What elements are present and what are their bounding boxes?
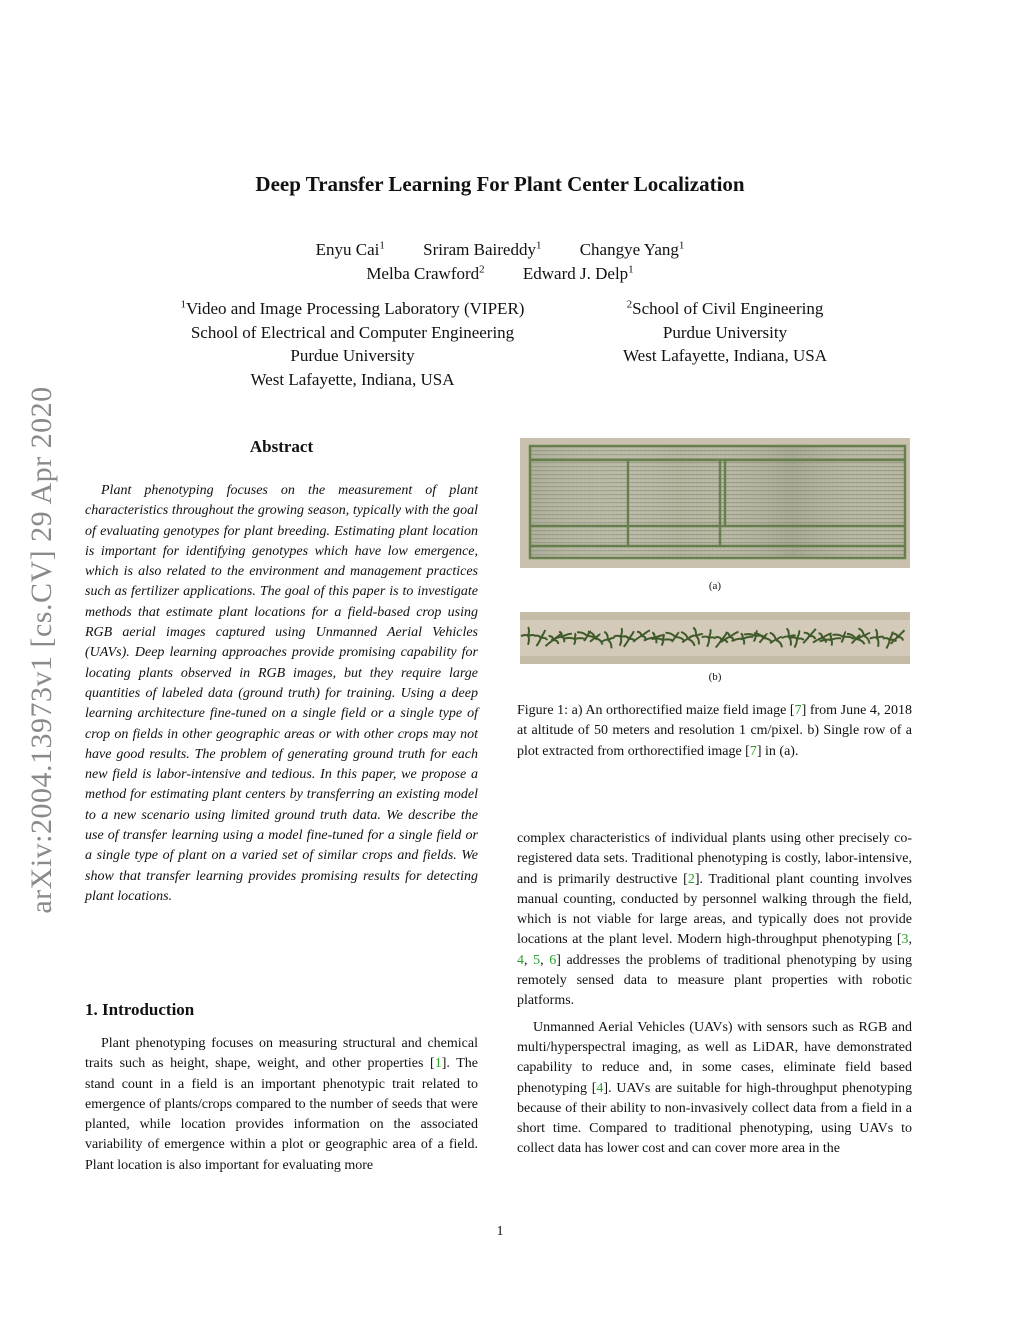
author: Melba Crawford$^2$	[366, 263, 485, 283]
introduction-heading: 1. Introduction	[85, 1000, 195, 1019]
citation-link[interactable]: 6	[549, 952, 557, 968]
row-image-svg	[520, 612, 910, 664]
citation-link[interactable]: 2	[687, 871, 695, 887]
arxiv-id: arXiv:2004.13973v1 [cs.CV] 29 Apr 2020	[25, 386, 58, 914]
plant-leaf	[574, 638, 585, 639]
authors-line-1	[0, 240, 1000, 260]
right-column-body: complex characteristics of individual plants using other precisely co-registered data sets. Traditional phenotyping is costly, labor-intensive, and is primarily destructive [2]. Traditional plant counting involves manual counting, conducted by personnel walking through the field, which is not viable for large areas, and typically does not provide locations at the plant level. Modern high-throughput phenotyping [3, 4, 5, 6] addresses the problems of traditional phenotyping by using remotely sensed data to measure plant properties with robotic platforms. Unmanned Aerial Vehicles (UAVs) with sensors such as RGB and multi/hyperspectral imaging, as well as LiDAR, have demonstrated capability to reduce and, in some cases, eliminate field based phenotyping [4]. UAVs are suitable for high-throughput phenotyping because of their ability to non-invasively collect data from a field in a short time. Compared to traditional phenotyping, using UAVs to collect data has lower cost and can cover more area in the	[517, 831, 912, 1157]
abstract-body: Plant phenotyping focuses on the measurement of plant characteristics throughout the growing season, typically with the goal of evaluating genotypes for plant breeding. Estimating plant location is important for identifying genotypes which have low emergence, which is also related to the environment and management practices such as fertilizer applications. The goal of this paper is to investigate methods that estimate plant locations for a field-based crop using RGB aerial images captured using Unmanned Aerial Vehicles (UAVs). Deep learning approaches provide promising capability for locating plants observed in RGB images, but they require large quantities of labeled data (ground truth) for training. Using a deep learning architecture fine-tuned on a single field or a single type of crop on fields in other geographic areas or with other crops may not have good results. The problem of generating ground truth for each new field is labor-intensive and tedious. In this paper, we propose a method for estimating plant centers by transferring an existing model to a new scenario using limited ground truth data. We describe the use of transfer learning using a model fine-tuned for a single field or a single type of plant on a varied set of similar crops and fields. We show that transfer learning provides promising results for detecting plant locations.	[85, 483, 478, 904]
affiliation-2: $^2$School of Civil Engineering Purdue University West Lafayette, Indiana, USA	[623, 298, 827, 365]
single-row-image	[520, 612, 910, 664]
citation-link[interactable]: 7	[749, 743, 757, 759]
page-number: 1	[496, 1224, 504, 1239]
affiliation-1: $^1$Video and Image Processing Laboratory (VIPER) School of Electrical and Computer Engineering Purdue University West Lafayette, Indiana, USA	[180, 298, 525, 389]
introduction-body: Plant phenotyping focuses on measuring structural and chemical traits such as height, shape, weight, and other properties [1]. The stand count in a field is an important phenotypic trait related to emergence of plants/crops compared to the number of seeds that were planted, while location provides information on the associated variability of emergence within a plot or geographic area of a field. Plant location is also important for evaluating more	[85, 1036, 478, 1173]
plant-leaf	[528, 627, 529, 636]
paper-title: Deep Transfer Learning For Plant Center Localization	[255, 172, 745, 196]
citation-link[interactable]: 1	[434, 1056, 442, 1072]
author: Changye Yang$^1$	[579, 239, 685, 259]
figure-caption: Figure 1: a) An orthorectified maize field image [7] from June 4, 2018 at altitude of 50 meters and resolution 1 cm/pixel. b) Single row of a plot extracted from orthorectified image [7] in (a).	[517, 703, 912, 759]
citation-link[interactable]: 7	[794, 703, 802, 718]
citation-link[interactable]: 4	[596, 1080, 604, 1096]
plant-leaf	[528, 636, 529, 645]
orthorectified-field-image	[520, 438, 910, 568]
arxiv-sidebar	[2, 350, 82, 950]
plant-leaf	[521, 635, 528, 636]
field-image-svg	[520, 438, 910, 568]
author: Sriram Baireddy$^1$	[423, 239, 542, 259]
citation-link[interactable]: 5	[533, 952, 541, 968]
abstract-heading: Abstract	[249, 437, 314, 456]
figure-label-a: (a)	[708, 580, 722, 592]
plant-leaf	[563, 638, 574, 639]
authors-line-2	[0, 264, 1000, 284]
citation-link[interactable]: 3	[901, 932, 909, 948]
figure-label-b: (b)	[708, 671, 722, 683]
author: Edward J. Delp$^1$	[522, 263, 634, 283]
citation-link[interactable]: 4	[517, 952, 524, 968]
author: Enyu Cai$^1$	[315, 239, 385, 259]
